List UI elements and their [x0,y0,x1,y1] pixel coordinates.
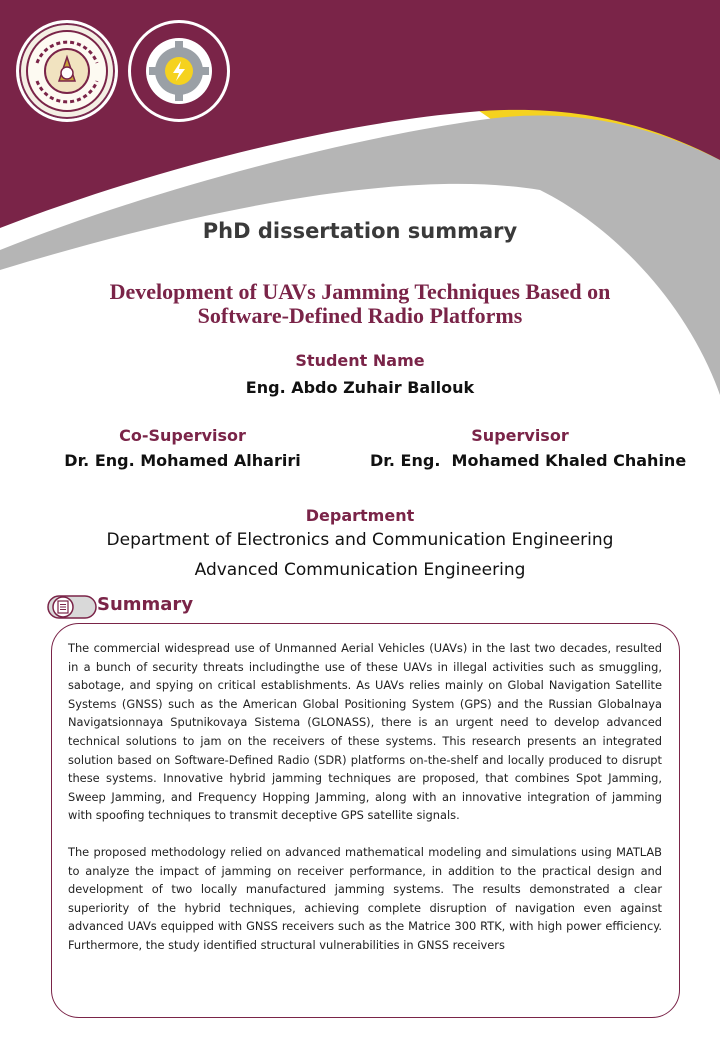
faculty-gear-lightning-logo-icon [128,20,230,122]
supervisor-label: Supervisor [471,426,569,445]
co-supervisor-name: Dr. Eng. Mohamed Alhariri [64,451,301,470]
supervisor-block [370,426,687,470]
document-icon [53,597,73,617]
student-label: Student Name [295,351,425,370]
specialization-name: Advanced Communication Engineering [194,560,526,580]
dissertation-title [0,280,720,328]
student-name: Eng. Abdo Zuhair Ballouk [245,378,475,397]
department-label: Department [305,506,415,525]
summary-paragraph-1: The commercial widespread use of Unmanned Aerial Vehicles (UAVs) in the last two decades, resulted in a bunch of security threats includingthe use of these UAVs in illegal activities such as smuggling, sabotage, and spying on critical establishments. As UAVs relies mainly on Global Navigation Satellite Systems (GNSS) such as the American Global Positioning System (GPS) and the Russian Globalnaya Navigatsionnaya Sputnikovaya Sistema (GLONASS), there is an urgent need to develop advanced technical solutions to jam on the receivers of these systems. This research presents an integrated solution based on Software-Defined Radio (SDR) platforms on-the-shelf and locally produced to disrupt these systems. Innovative hybrid jamming techniques are proposed, that combines Spot Jamming, Sweep Jamming, and Frequency Hopping Jamming, along with an innovative integration of jamming with spoofing techniques to transmit deceptive GPS satellite signals. [68,641,662,823]
title-line-2: Software-Defined Radio Platforms [197,303,523,328]
summary-paragraph-2: The proposed methodology relied on advanced mathematical modeling and simulations using MATLAB to analyze the impact of jamming on receiver performance, in addition to the practical design and development of two locally manufactured jamming systems. The results demonstrated a clear superiority of the hybrid techniques, achieving complete disruption of navigation even against advanced UAVs equipped with GNSS receivers such as the Matrice 300 RTK, with high power efficiency. Furthermore, the study identified structural vulnerabilities in GNSS receivers [68,845,662,952]
co-supervisor-block [40,426,325,470]
title-line-1: Development of UAVs Jamming Techniques Based on [109,279,611,304]
university-logo-icon [16,20,118,122]
co-supervisor-label: Co-Supervisor [119,426,246,445]
document-type: PhD dissertation summary [202,219,518,243]
department-name: Department of Electronics and Communication Engineering [106,530,614,550]
summary-heading: Summary [97,594,194,615]
supervisor-name: Dr. Eng. Mohamed Khaled Chahine [370,451,687,470]
